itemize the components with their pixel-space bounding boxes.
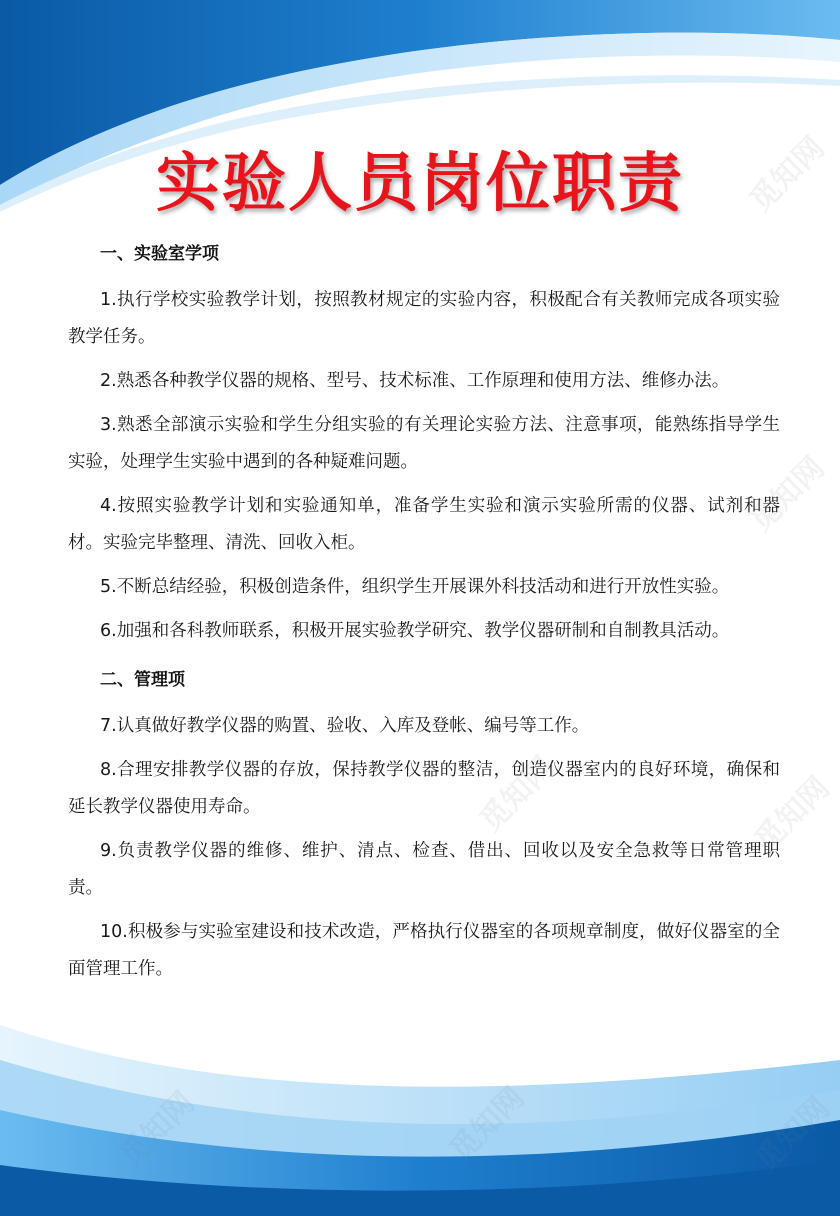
section-management xyxy=(68,666,780,988)
duty-item: 8.合理安排教学仪器的存放，保持教学仪器的整洁，创造仪器室内的良好环境，确保和延长教学仪器使用寿命。 xyxy=(68,760,780,817)
watermark: 觅知网 xyxy=(473,750,562,839)
duty-item: 10.积极参与实验室建设和技术改造，严格执行仪器室的各项规章制度，做好仪器室的全面管理工作。 xyxy=(68,922,780,979)
duty-item: 3.熟悉全部演示实验和学生分组实验的有关理论实验方法、注意事项，能熟练指导学生实验，处理学生实验中遇到的各种疑难问题。 xyxy=(68,415,780,472)
duty-item: 2.熟悉各种教学仪器的规格、型号、技术标准、工作原理和使用方法、维修办法。 xyxy=(100,371,730,391)
duty-item: 4.按照实验教学计划和实验通知单，准备学生实验和演示实验所需的仪器、试剂和器材。实验完毕整理、清洗、回收入柜。 xyxy=(68,496,780,553)
duty-item: 6.加强和各科教师联系，积极开展实验教学研究、教学仪器研制和自制教具活动。 xyxy=(100,621,730,641)
duty-item: 7.认真做好教学仪器的购置、验收、入库及登帐、编号等工作。 xyxy=(100,716,590,736)
duties-body xyxy=(68,240,780,995)
duty-item: 9.负责教学仪器的维修、维护、清点、检查、借出、回收以及安全急救等日常管理职责。 xyxy=(68,841,780,898)
watermark: 觅知网 xyxy=(743,130,832,219)
section-heading: 一、实验室学项 xyxy=(100,244,219,264)
duty-item: 1.执行学校实验教学计划，按照教材规定的实验内容，积极配合有关教师完成各项实验教学任务。 xyxy=(68,290,780,347)
watermark: 觅知网 xyxy=(743,450,832,539)
watermark: 觅知网 xyxy=(748,770,837,859)
duty-item: 5.不断总结经验，积极创造条件，组织学生开展课外科技活动和进行开放性实验。 xyxy=(100,577,730,597)
page-title: 实验人员岗位职责 xyxy=(156,147,684,221)
section-heading: 二、管理项 xyxy=(100,670,185,690)
section-lab-affairs xyxy=(68,240,780,650)
